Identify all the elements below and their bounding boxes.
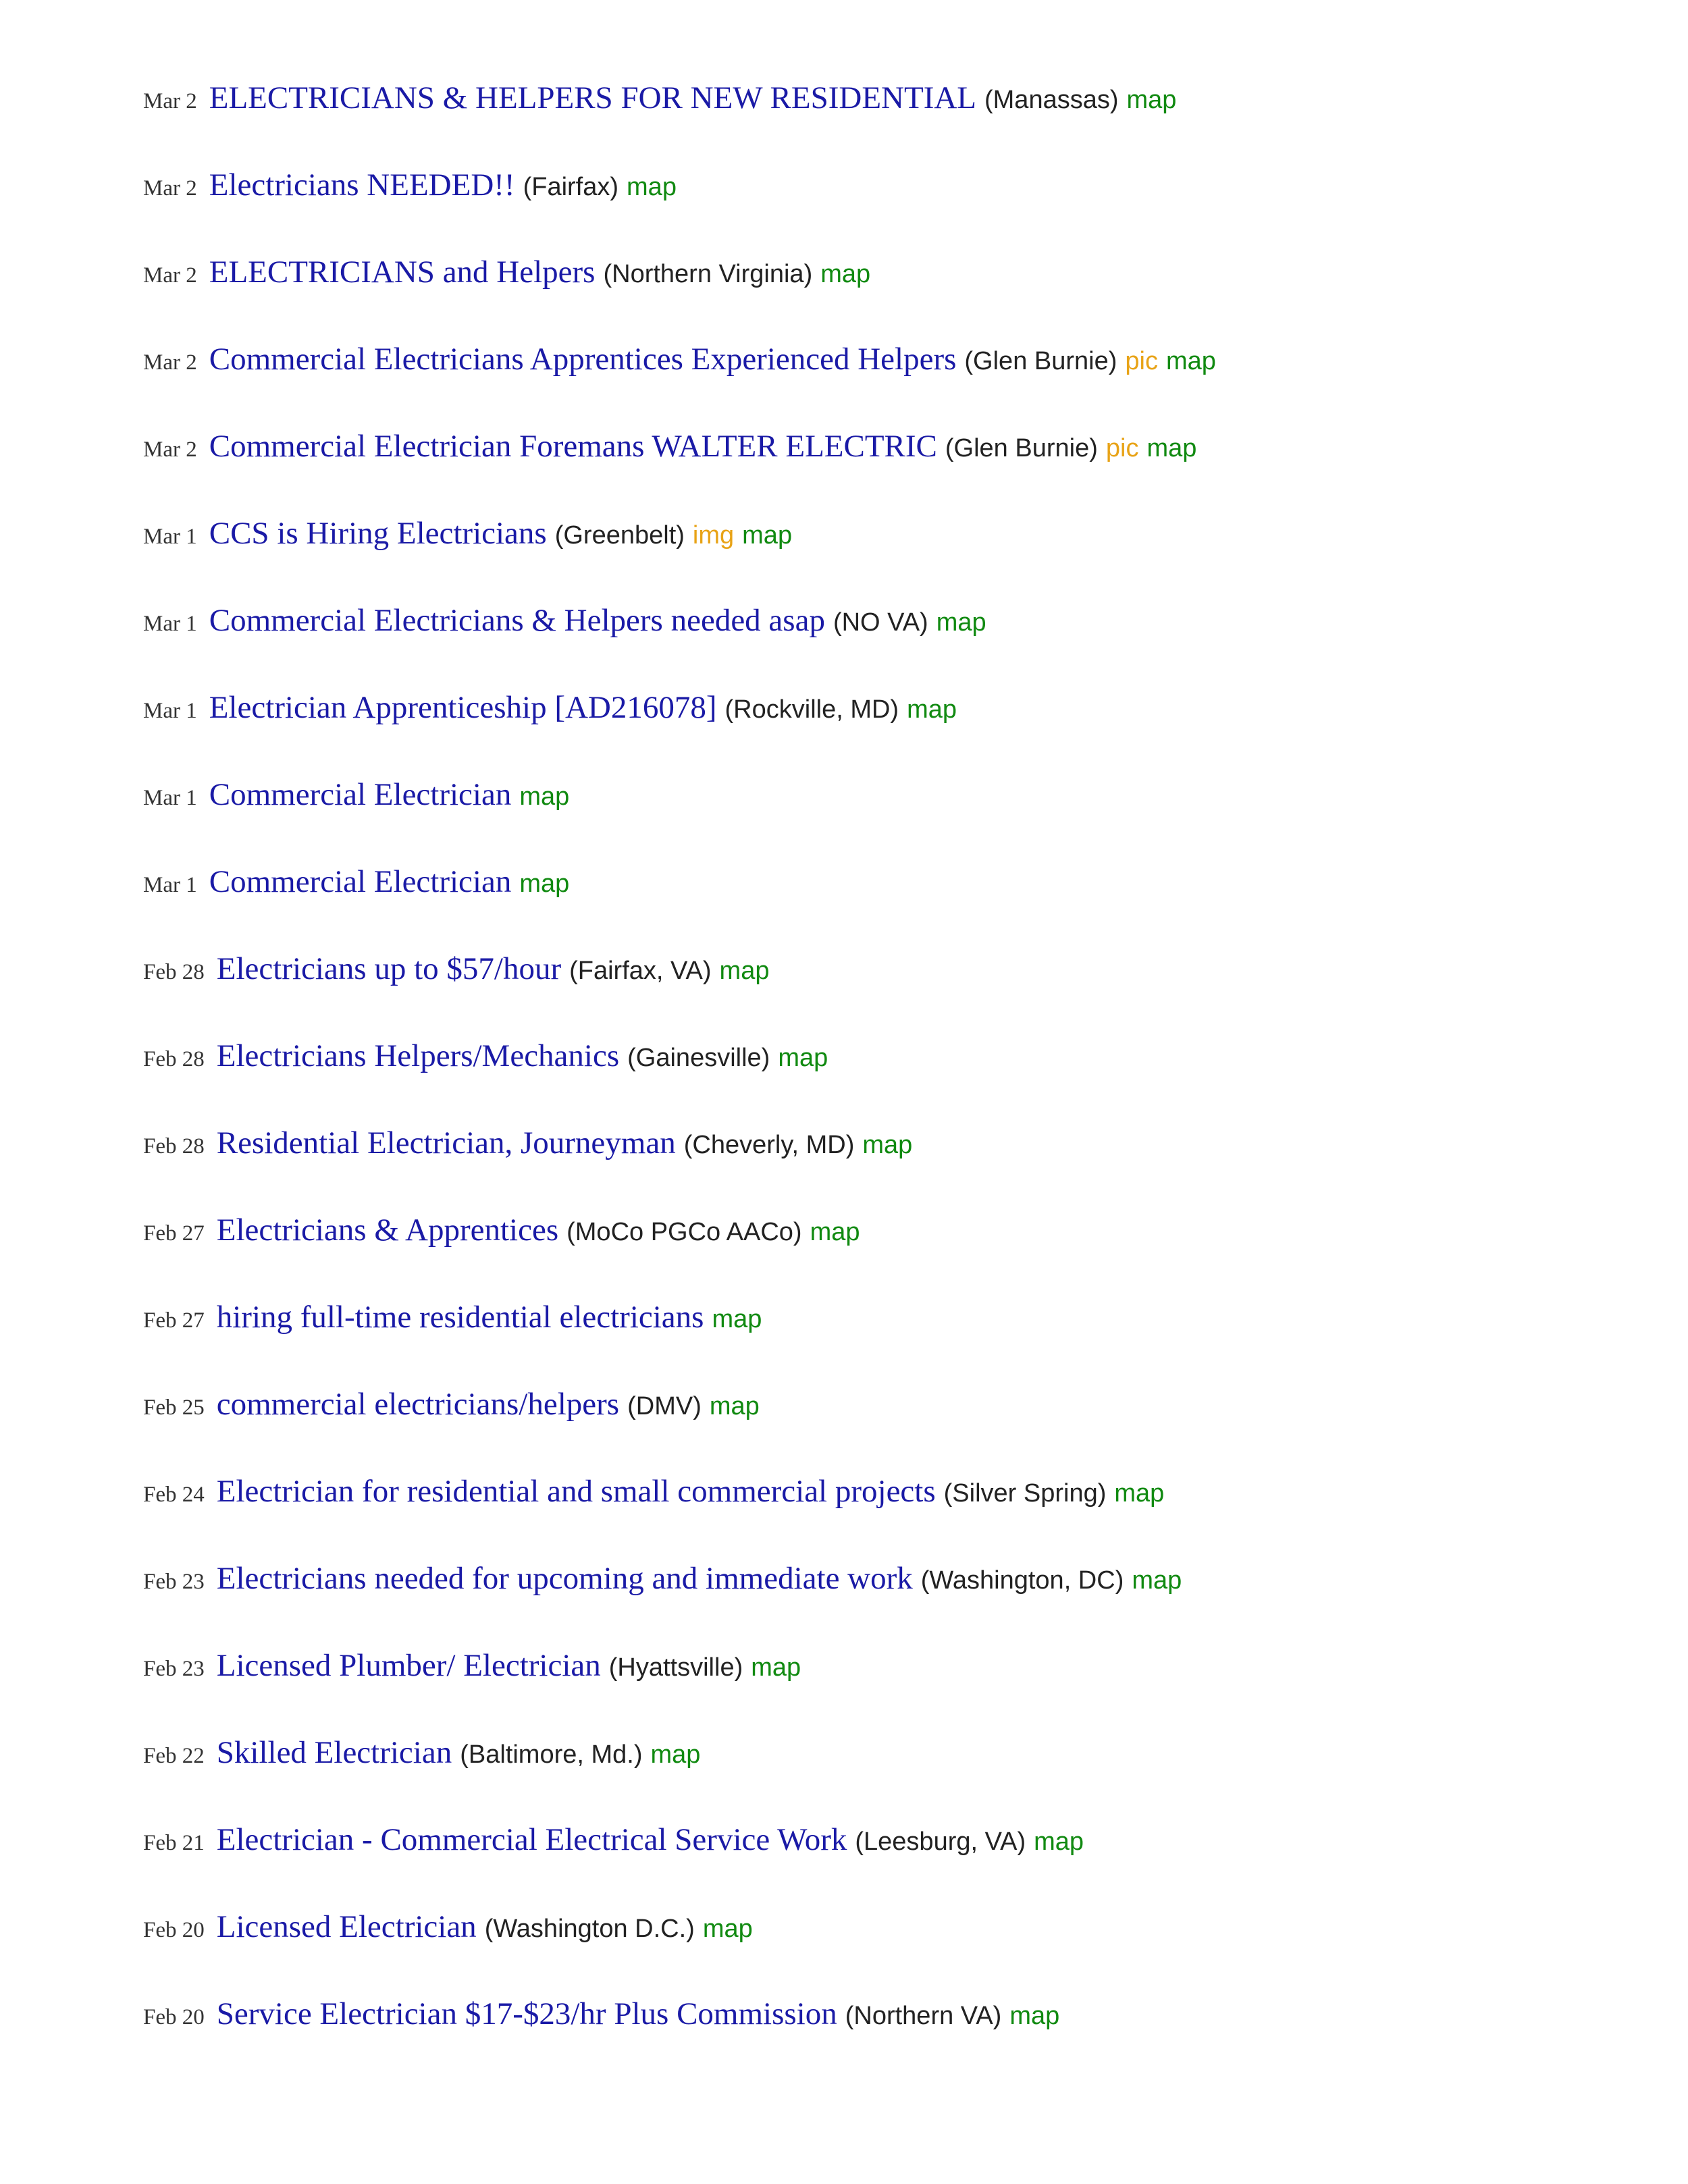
listing-date: Feb 23 (143, 1570, 205, 1594)
listing-map-link[interactable]: map (719, 957, 770, 985)
listing-row (143, 1212, 1661, 1299)
listing-map-link[interactable]: map (820, 260, 871, 288)
listing-title-link[interactable]: Electrician for residential and small commercial projects (216, 1474, 936, 1509)
listing-title-link[interactable]: Commercial Electricians & Helpers needed asap (209, 603, 825, 638)
listing-row (143, 1734, 1661, 1821)
listing-list (143, 80, 1661, 2083)
listing-row (143, 80, 1661, 167)
listing-map-link[interactable]: map (1146, 434, 1197, 462)
listing-date: Mar 2 (143, 350, 197, 375)
listing-title-link[interactable]: hiring full-time residential electricians (216, 1300, 704, 1335)
listing-location: (Rockville, MD) (724, 695, 899, 724)
listing-date: Feb 24 (143, 1483, 205, 1507)
listing-location: (Fairfax, VA) (569, 957, 712, 985)
listing-row (143, 1560, 1661, 1647)
listing-date: Mar 2 (143, 437, 197, 462)
listing-location: (Baltimore, Md.) (460, 1740, 643, 1769)
listing-map-link[interactable]: map (862, 1131, 913, 1159)
listing-date: Mar 2 (143, 176, 197, 201)
listing-map-link[interactable]: map (751, 1653, 801, 1682)
listing-date: Feb 28 (143, 960, 205, 984)
listing-map-link[interactable]: map (1009, 2002, 1060, 2030)
listing-date: Feb 20 (143, 1918, 205, 1942)
listing-location: (Cheverly, MD) (683, 1131, 855, 1159)
listing-map-link[interactable]: map (1132, 1566, 1182, 1595)
listing-location: (Fairfax) (523, 173, 619, 201)
listing-location: (MoCo PGCo AACo) (566, 1218, 802, 1246)
listing-title-link[interactable]: Commercial Electrician (209, 864, 512, 899)
listing-title-link[interactable]: Skilled Electrician (216, 1735, 452, 1770)
listing-map-link[interactable]: map (1165, 347, 1216, 375)
listing-location: (Manassas) (984, 86, 1119, 114)
listing-row (143, 689, 1661, 776)
listing-row (143, 1473, 1661, 1560)
listing-map-link[interactable]: map (712, 1305, 762, 1333)
listing-date: Mar 1 (143, 612, 197, 636)
listing-date: Feb 20 (143, 2005, 205, 2029)
listing-date: Mar 1 (143, 699, 197, 723)
listing-map-link[interactable]: map (709, 1392, 760, 1420)
listing-location: (Glen Burnie) (964, 347, 1117, 375)
listing-title-link[interactable]: Service Electrician $17-$23/hr Plus Commission (216, 1996, 837, 2031)
listing-date: Mar 1 (143, 525, 197, 549)
listing-title-link[interactable]: Commercial Electrician (209, 777, 512, 812)
listing-row (143, 1647, 1661, 1734)
listing-title-link[interactable]: Electricians & Apprentices (216, 1213, 559, 1248)
listing-date: Mar 2 (143, 89, 197, 113)
listing-date: Feb 28 (143, 1047, 205, 1071)
listing-title-link[interactable]: ELECTRICIANS & HELPERS FOR NEW RESIDENTIAL (209, 80, 976, 115)
listing-title-link[interactable]: ELECTRICIANS and Helpers (209, 255, 596, 290)
listing-row (143, 1996, 1661, 2083)
listing-row (143, 1125, 1661, 1212)
listing-date: Feb 27 (143, 1221, 205, 1246)
listing-row (143, 1038, 1661, 1125)
listing-date: Feb 27 (143, 1308, 205, 1333)
listing-pic-tag: pic (1125, 347, 1158, 375)
listing-date: Feb 28 (143, 1134, 205, 1158)
listing-title-link[interactable]: Electrician Apprenticeship [AD216078] (209, 690, 717, 725)
listing-map-link[interactable]: map (1114, 1479, 1165, 1508)
listing-title-link[interactable]: Residential Electrician, Journeyman (216, 1125, 676, 1161)
listing-title-link[interactable]: Electricians up to $57/hour (216, 951, 562, 986)
listing-map-link[interactable]: map (519, 782, 570, 811)
listing-title-link[interactable]: Electricians NEEDED!! (209, 167, 515, 203)
listing-row (143, 951, 1661, 1038)
listing-date: Feb 25 (143, 1395, 205, 1420)
listing-map-link[interactable]: map (627, 173, 677, 201)
listing-map-link[interactable]: map (650, 1740, 701, 1769)
listing-title-link[interactable]: Commercial Electrician Foremans WALTER ELECTRIC (209, 429, 937, 464)
listing-row (143, 254, 1661, 341)
listing-row (143, 1821, 1661, 1909)
listing-pic-tag: img (692, 521, 735, 550)
listing-location: (Northern VA) (845, 2002, 1002, 2030)
listing-map-link[interactable]: map (1034, 1828, 1084, 1856)
listing-location: (Greenbelt) (554, 521, 685, 550)
listing-location: (Washington D.C.) (484, 1915, 695, 1943)
listing-map-link[interactable]: map (810, 1218, 860, 1246)
listing-map-link[interactable]: map (519, 870, 570, 898)
listing-map-link[interactable]: map (907, 695, 957, 724)
listing-title-link[interactable]: commercial electricians/helpers (216, 1387, 620, 1422)
listing-row (143, 1386, 1661, 1473)
listing-location: (Leesburg, VA) (855, 1828, 1026, 1856)
listing-date: Feb 22 (143, 1744, 205, 1768)
listing-location: (Glen Burnie) (945, 434, 1098, 462)
listing-location: (Northern Virginia) (603, 260, 813, 288)
listing-title-link[interactable]: Electricians needed for upcoming and immediate work (216, 1561, 913, 1596)
listing-row (143, 515, 1661, 602)
listing-location: (Gainesville) (627, 1044, 770, 1072)
listing-row (143, 167, 1661, 254)
listing-title-link[interactable]: CCS is Hiring Electricians (209, 516, 547, 551)
listing-map-link[interactable]: map (778, 1044, 828, 1072)
listing-date: Mar 1 (143, 786, 197, 810)
listing-location: (Washington, DC) (920, 1566, 1124, 1595)
listing-map-link[interactable]: map (936, 608, 986, 637)
listing-title-link[interactable]: Licensed Plumber/ Electrician (216, 1648, 601, 1683)
listing-location: (Hyattsville) (608, 1653, 743, 1682)
listing-row (143, 776, 1661, 863)
listing-pic-tag: pic (1105, 434, 1139, 462)
listing-map-link[interactable]: map (742, 521, 793, 550)
listing-location: (DMV) (627, 1392, 702, 1420)
listing-location: (NO VA) (833, 608, 928, 637)
listing-title-link[interactable]: Electricians Helpers/Mechanics (216, 1038, 620, 1073)
listing-date: Mar 2 (143, 263, 197, 288)
listing-date: Mar 1 (143, 873, 197, 897)
listing-map-link[interactable]: map (702, 1915, 753, 1943)
listing-title-link[interactable]: Licensed Electrician (216, 1909, 477, 1944)
listing-row (143, 341, 1661, 428)
listing-date: Feb 21 (143, 1831, 205, 1855)
listing-location: (Silver Spring) (943, 1479, 1107, 1508)
listing-date: Feb 23 (143, 1657, 205, 1681)
listing-title-link[interactable]: Commercial Electricians Apprentices Experienced Helpers (209, 342, 957, 377)
listing-map-link[interactable]: map (1126, 86, 1177, 114)
listing-row (143, 1299, 1661, 1386)
listing-row (143, 1909, 1661, 1996)
listing-row (143, 863, 1661, 951)
listing-row (143, 428, 1661, 515)
listing-row (143, 602, 1661, 689)
listing-title-link[interactable]: Electrician - Commercial Electrical Service Work (216, 1822, 847, 1857)
